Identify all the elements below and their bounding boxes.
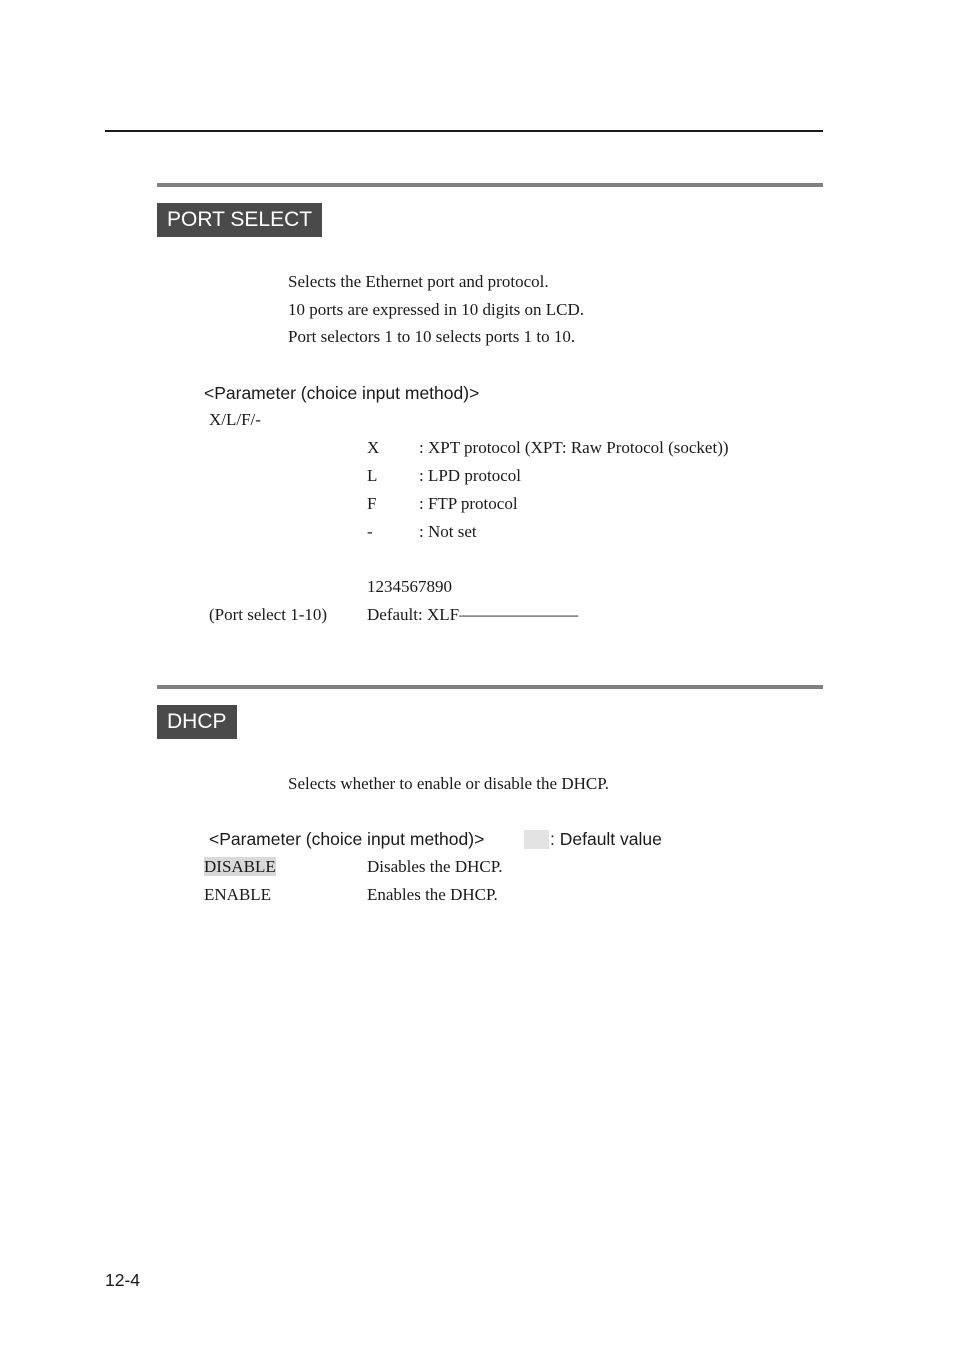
port-select-default: Default: XLF——————— xyxy=(367,605,579,624)
dhcp-option-enable: ENABLE xyxy=(204,885,272,904)
dhcp-param-heading: <Parameter (choice input method)> xyxy=(209,829,485,849)
header-rule xyxy=(105,130,823,132)
port-select-choices: X/L/F/- xyxy=(209,410,261,429)
option-code-f: F xyxy=(367,494,377,513)
port-select-param-heading: <Parameter (choice input method)> xyxy=(204,383,480,403)
option-code-x: X xyxy=(367,438,380,457)
option-desc-f: : FTP protocol xyxy=(419,494,518,513)
section-heading-dhcp: DHCP xyxy=(157,705,237,739)
dhcp-desc: Selects whether to enable or disable the DHCP. xyxy=(288,774,610,793)
port-select-desc-3: Port selectors 1 to 10 selects ports 1 to 10. xyxy=(288,327,576,346)
section-rule-dhcp xyxy=(157,685,823,689)
dhcp-option-enable-desc: Enables the DHCP. xyxy=(367,885,498,904)
port-select-label: (Port select 1-10) xyxy=(209,605,328,624)
section-heading-port-select: PORT SELECT xyxy=(157,203,322,237)
dhcp-option-disable: DISABLE xyxy=(204,857,276,876)
option-code-dash: - xyxy=(367,522,373,541)
option-desc-dash: : Not set xyxy=(419,522,477,541)
dhcp-option-disable-desc: Disables the DHCP. xyxy=(367,857,503,876)
port-select-desc-2: 10 ports are expressed in 10 digits on LCD. xyxy=(288,300,585,319)
page-number: 12-4 xyxy=(105,1270,141,1290)
option-code-l: L xyxy=(367,466,378,485)
default-value-swatch xyxy=(524,830,549,849)
port-digits: 1234567890 xyxy=(367,577,452,596)
option-desc-x: : XPT protocol (XPT: Raw Protocol (socket)) xyxy=(419,438,729,457)
option-desc-l: : LPD protocol xyxy=(419,466,521,485)
default-value-legend: : Default value xyxy=(550,829,662,849)
port-select-desc-1: Selects the Ethernet port and protocol. xyxy=(288,272,549,291)
section-rule-port-select xyxy=(157,183,823,187)
